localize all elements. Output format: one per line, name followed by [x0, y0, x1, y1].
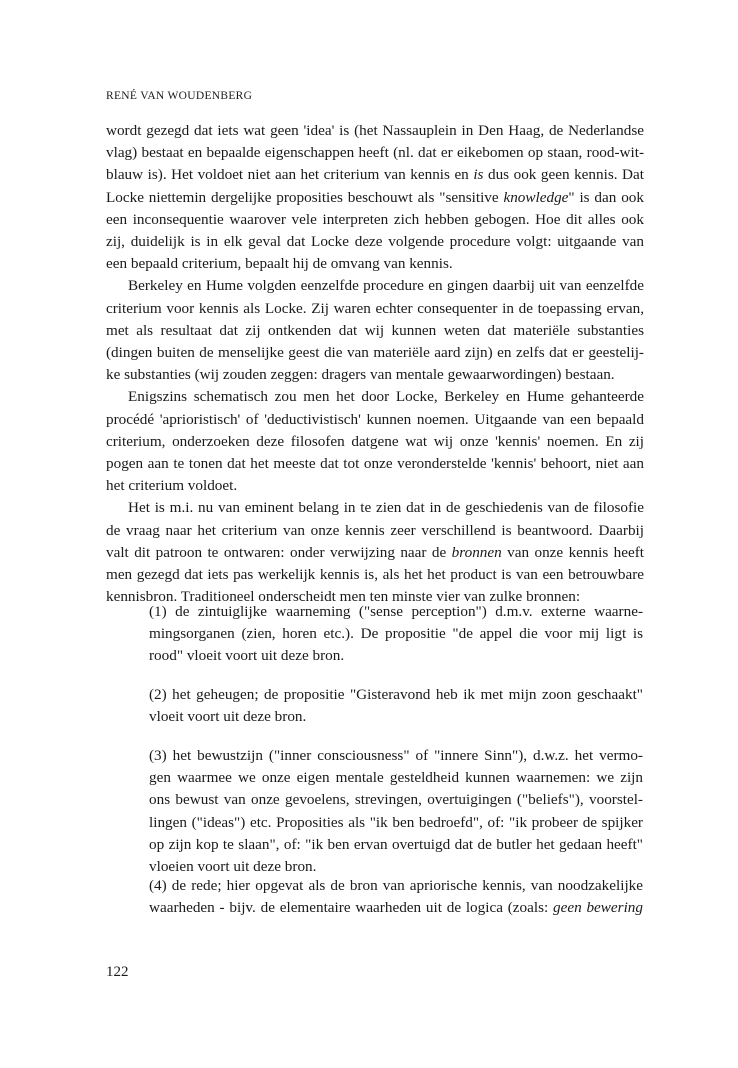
text-line: met als resultaat dat zij ontkenden dat wij kunnen weten dat materiële substanties — [106, 321, 644, 339]
text-line: mingsorganen (zien, horen etc.). De propositie "de appel die voor mij ligt is — [149, 625, 643, 643]
text-line: rood" vloeit voort uit deze bron. — [149, 647, 345, 665]
text-line: Berkeley en Hume volgden eenzelfde procedure en gingen daarbij uit van eenzelfde — [128, 277, 644, 295]
text-line: (2) het geheugen; de propositie "Gisteravond heb ik met mijn zoon geschaakt" — [149, 686, 643, 703]
running-head: RENÉ VAN WOUDENBERG — [106, 90, 253, 102]
page-number: 122 — [106, 964, 129, 980]
emphasis: is — [473, 166, 484, 184]
text-line: wordt gezegd dat iets wat geen 'idea' is (het Nassauplein in Den Haag, de Nederlandse — [106, 122, 644, 139]
paragraph-2 — [106, 275, 644, 386]
text-line: ons bewust van onze gevoelens, strevingen, overtuigingen ("beliefs"), voorstel- — [149, 791, 643, 809]
text-line: een inconsequentie waarover vele interpreten zich hebben gebogen. Hoe dit alles ook — [106, 210, 644, 228]
text-line: pogen aan te tonen dat het meeste dat tot onze veronderstelde 'kennis' behoort, niet aan — [106, 455, 644, 473]
text-line: Enigszins schematisch zou men het door Locke, Berkeley en Hume gehanteerde — [128, 388, 644, 406]
text-line: criterium, onderzoeken deze filosofen datgene wat wij onze 'kennis' noemen. En zij — [106, 432, 644, 450]
text-line: vloeit voort uit deze bron. — [149, 708, 307, 726]
text-line: ke substanties (wij zouden zeggen: dragers van mentale gewaarwordingen) bestaan. — [106, 366, 615, 384]
paragraph-1 — [106, 120, 644, 275]
list-item-2 — [149, 684, 643, 728]
paragraph-3 — [106, 386, 644, 497]
text-line: het criterium voldoet. — [106, 477, 238, 495]
text-line: (1) de zintuiglijke waarneming ("sense perception") d.m.v. externe waarne- — [149, 603, 643, 620]
body-text — [106, 120, 644, 608]
text-line: (3) het bewustzijn ("inner consciousness" of "innere Sinn"), d.w.z. het vermo- — [149, 747, 643, 764]
text-line: zij, duidelijk is in elk geval dat Locke deze volgende procedure volgt: uitgaande van — [106, 233, 644, 251]
text-line: procédé 'aprioristisch' of 'deductivistisch' kunnen noemen. Uitgaande van een bepaald — [106, 410, 644, 428]
text-line: (4) de rede; hier opgevat als de bron van apriorische kennis, van noodzakelijke — [149, 877, 643, 894]
text-line: vloeien voort uit deze bron. — [149, 858, 317, 876]
emphasis: geen bewering — [553, 899, 643, 917]
list-item-1 — [149, 601, 643, 668]
text-line: valt dit patroon te ontwaren: onder verwijzing naar de bronnen van onze kennis heeft — [106, 543, 644, 561]
text-line: waarheden - bijv. de elementaire waarheden uit de logica (zoals: geen bewering — [149, 899, 643, 917]
emphasis: knowledge — [503, 188, 569, 206]
text-line: vlag) bestaat en bepaalde eigenschappen heeft (nl. dat er eikebomen op staan, rood-wit- — [106, 144, 644, 162]
text-line: gen waarmee we onze eigen mentale gesteldheid kunnen waarnemen: we zijn — [149, 769, 643, 787]
text-line: op zijn kop te slaan", of: "ik ben ervan overtuigd dat de butler het gedaan heeft" — [149, 835, 643, 853]
list-item-3 — [149, 745, 643, 878]
text-line: Locke niettemin dergelijke proposities beschouwt als "sensitive knowledge" is dan ook — [106, 188, 644, 206]
text-line: Het is m.i. nu van eminent belang in te zien dat in de geschiedenis van de filosofie — [128, 499, 644, 517]
paragraph-4 — [106, 497, 644, 608]
text-line: een bepaald criterium, bepaalt hij de omvang van kennis. — [106, 255, 453, 273]
emphasis: bronnen — [451, 543, 502, 561]
text-line: de vraag naar het criterium van onze kennis zeer verschillend is beantwoord. Daarbij — [106, 521, 644, 539]
text-line: men gezegd dat iets pas werkelijk kennis is, als het het product is van een betrouwbare — [106, 566, 644, 584]
text-line: criterium voor kennis als Locke. Zij waren echter consequenter in de toepassing ervan, — [106, 299, 644, 317]
text-line: (dingen buiten de menselijke geest die van materiële aard zijn) en zelfs dat er geestelij- — [106, 344, 644, 362]
list-item-4 — [149, 875, 643, 919]
text-line: lingen ("ideas") etc. Proposities als "ik ben bedroefd", of: "ik probeer de spijker — [149, 813, 643, 831]
text-line: kennisbron. Traditioneel onderscheidt men ten minste vier van zulke bronnen: — [106, 588, 581, 606]
text-line: blauw is). Het voldoet niet aan het criterium van kennis en is dus ook geen kennis. Dat — [106, 166, 644, 184]
